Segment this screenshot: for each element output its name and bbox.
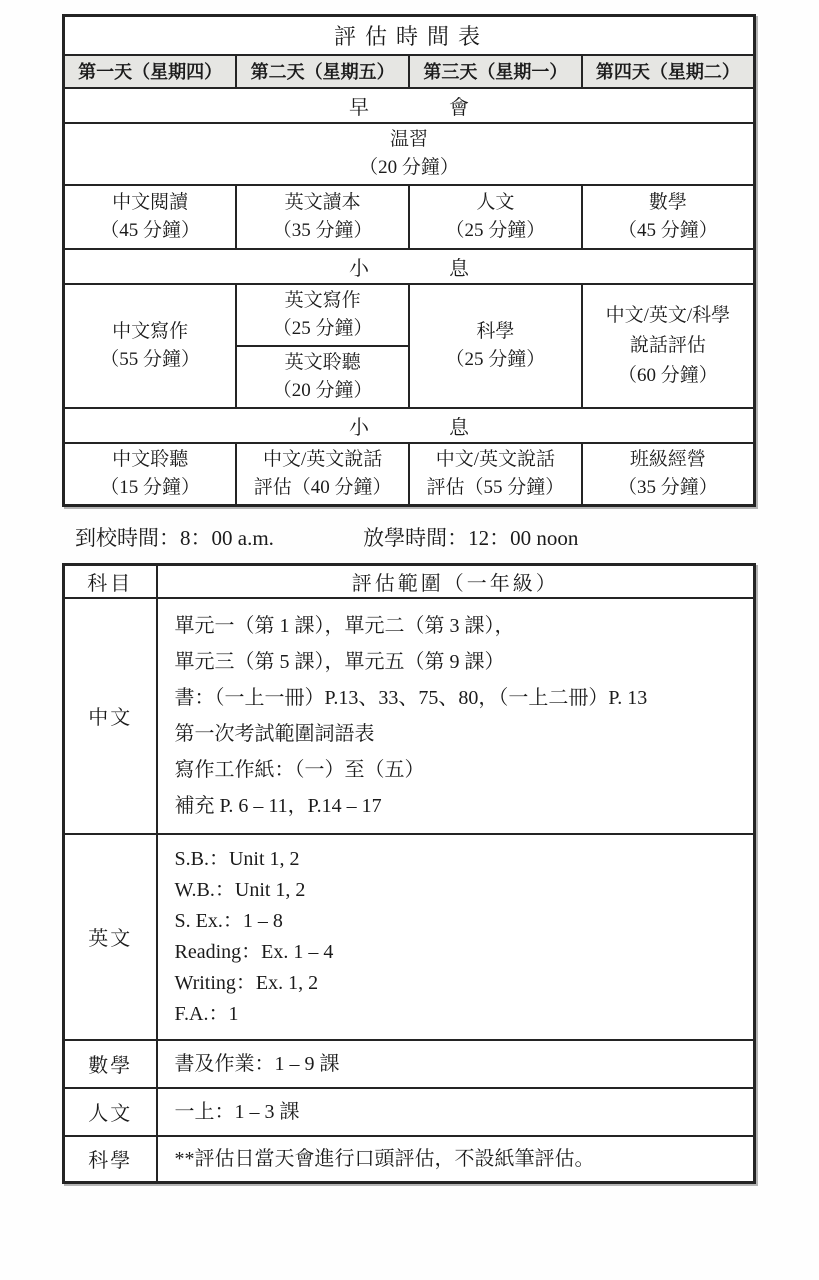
period2-day4-cell <box>582 284 755 408</box>
subject-english: 英文 <box>64 834 157 1040</box>
subject-duration: （60 分鐘） <box>617 364 718 386</box>
subject-duration: （55 分鐘） <box>100 348 200 370</box>
recess-row-1: 小 息 <box>64 249 755 284</box>
scope-line: W.B.：Unit 1, 2 <box>174 878 306 901</box>
morning-assembly-row: 早 會 <box>64 88 755 123</box>
subject-duration: 評估（55 分鐘） <box>426 476 565 498</box>
subject-duration: （25 分鐘） <box>445 348 546 370</box>
recess-row-2: 小 息 <box>64 408 755 443</box>
subject-label-2: 說話評估 <box>629 334 706 356</box>
scope-line: 書及作業：1 – 9 課 <box>174 1052 340 1075</box>
timetable-title: 評估時間表 <box>64 16 755 55</box>
subject-label: 中文/英文說話 <box>435 448 556 470</box>
subject-label: 英文寫作 <box>284 289 361 311</box>
scope-header-subject: 科目 <box>64 565 157 598</box>
scope-line: S. Ex.：1 – 8 <box>174 909 283 932</box>
subject-label: 中文閱讀 <box>112 191 189 213</box>
subject-label: 班級經營 <box>629 448 706 470</box>
subject-duration: （25 分鐘） <box>445 219 546 241</box>
subject-duration: （15 分鐘） <box>100 476 200 498</box>
revision-row <box>64 123 755 185</box>
day3-header: 第三天（星期一） <box>409 55 582 88</box>
subject-science: 科學 <box>64 1136 157 1183</box>
period3-day3-cell <box>409 443 582 506</box>
subject-label: 中文寫作 <box>112 320 189 342</box>
period1-day3-cell <box>409 185 582 249</box>
scope-line: Reading：Ex. 1 – 4 <box>174 940 334 963</box>
subject-label: 人文 <box>476 191 515 213</box>
scope-chinese-content <box>157 598 755 834</box>
scope-line: 書：（一上一冊）P.13、33、75、80，（一上二冊）P. 13 <box>174 686 648 709</box>
period2-day2-lower-cell <box>236 346 409 408</box>
subject-label: 英文聆聽 <box>284 351 361 373</box>
day4-header: 第四天（星期二） <box>582 55 755 88</box>
day1-header: 第一天（星期四） <box>64 55 237 88</box>
subject-math: 數學 <box>64 1040 157 1088</box>
period2-day3-cell <box>409 284 582 408</box>
scope-line: S.B.：Unit 1, 2 <box>174 847 300 870</box>
subject-duration: （20 分鐘） <box>272 379 373 401</box>
assessment-scope-table <box>62 563 756 1184</box>
subject-label: 數學 <box>648 191 687 213</box>
scope-line: 第一次考試範圍詞語表 <box>174 722 375 745</box>
revision-duration: （20 分鐘） <box>359 156 459 178</box>
period1-day4-cell <box>582 185 755 249</box>
subject-humanities: 人文 <box>64 1088 157 1136</box>
scope-line: 單元三（第 5 課），單元五（第 9 課） <box>174 650 505 673</box>
scope-math-content <box>157 1040 755 1088</box>
subject-duration: 評估（40 分鐘） <box>253 476 392 498</box>
dismissal-time-text: 放學時間：12：00 noon <box>363 526 579 550</box>
scope-line: 補充 P. 6 – 11，P.14 – 17 <box>174 794 382 817</box>
period3-day4-cell <box>582 443 755 506</box>
scope-humanities-content <box>157 1088 755 1136</box>
period2-day1-cell <box>64 284 237 408</box>
period3-day1-cell <box>64 443 237 506</box>
scope-line: Writing：Ex. 1, 2 <box>174 971 319 994</box>
subject-chinese: 中文 <box>64 598 157 834</box>
scope-line: 一上：1 – 3 課 <box>174 1100 300 1123</box>
scope-header-range: 評估範圍（一年級） <box>157 565 755 598</box>
school-times-note <box>75 522 578 552</box>
subject-duration: （35 分鐘） <box>617 476 718 498</box>
period1-day2-cell <box>236 185 409 249</box>
day2-header: 第二天（星期五） <box>236 55 409 88</box>
assessment-timetable <box>62 14 756 507</box>
subject-label: 英文讀本 <box>284 191 361 213</box>
subject-label: 科學 <box>476 320 515 342</box>
period2-day2-upper-cell <box>236 284 409 346</box>
revision-label: 温習 <box>389 128 428 150</box>
period1-day1-cell <box>64 185 237 249</box>
subject-duration: （45 分鐘） <box>617 219 718 241</box>
subject-label: 中文/英文說話 <box>262 448 383 470</box>
period3-day2-cell <box>236 443 409 506</box>
scope-line: F.A.：1 <box>174 1002 239 1025</box>
scope-science-content <box>157 1136 755 1183</box>
subject-duration: （45 分鐘） <box>100 219 200 241</box>
subject-label: 中文/英文/科學 <box>605 304 731 326</box>
scope-line: 寫作工作紙：（一）至（五） <box>174 758 425 781</box>
scope-english-content <box>157 834 755 1040</box>
subject-label: 中文聆聽 <box>112 448 189 470</box>
subject-duration: （25 分鐘） <box>272 317 373 339</box>
scope-line: **評估日當天會進行口頭評估，不設紙筆評估。 <box>174 1147 595 1170</box>
arrival-time-text: 到校時間：8：00 a.m. <box>75 526 274 550</box>
scope-line: 單元一（第 1 課），單元二（第 3 課）， <box>174 614 515 637</box>
subject-duration: （35 分鐘） <box>272 219 373 241</box>
